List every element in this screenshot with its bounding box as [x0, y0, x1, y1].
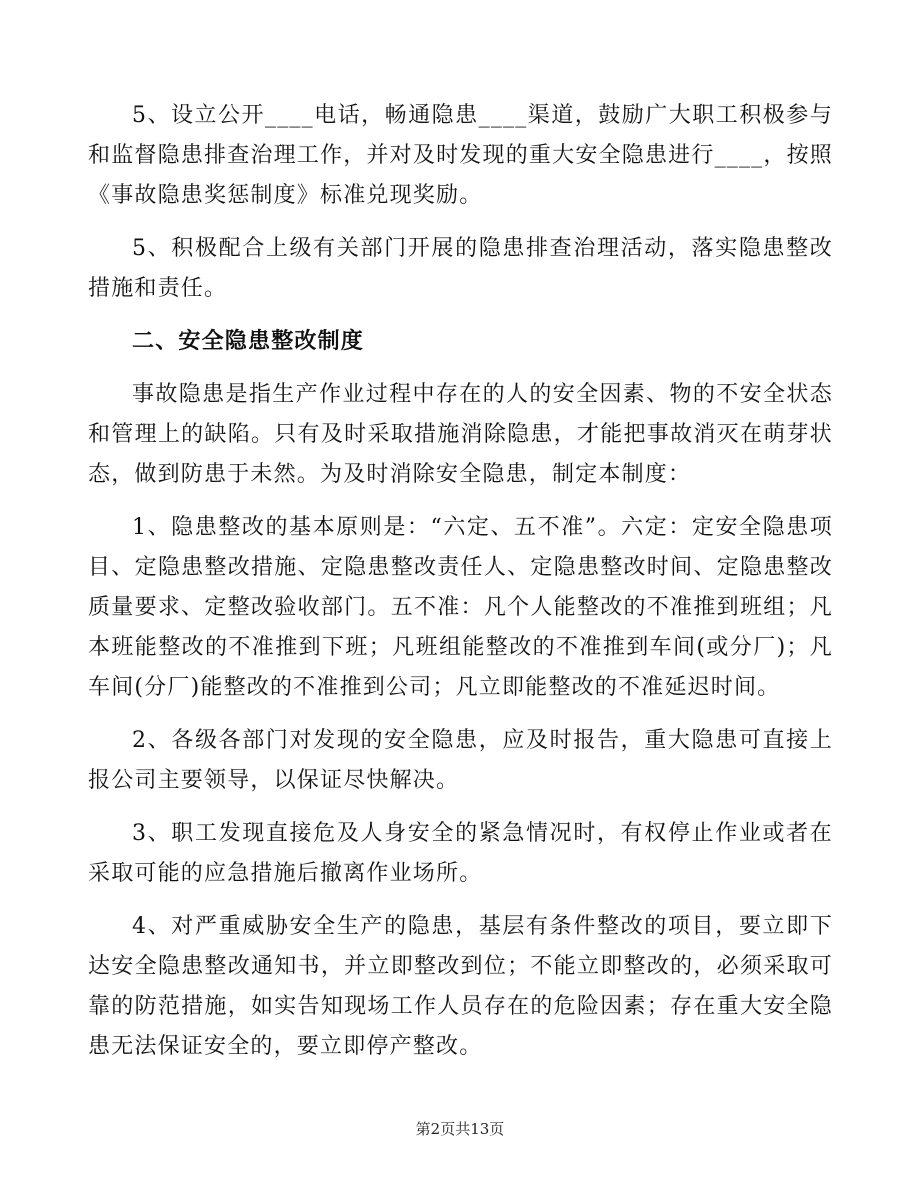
document-body [88, 96, 833, 1080]
paragraph-report-hazards: 2、各级各部门对发现的安全隐患，应及时报告，重大隐患可直接上报公司主要领导，以保证尽快解决。 [88, 728, 833, 793]
paragraph-reporting-channel: 5、设立公开____电话，畅通隐患____渠道，鼓励广大职工积极参与和监督隐患排查治理工作，并对及时发现的重大安全隐患进行____，按照《事故隐患奖惩制度》标准兑现奖励。 [88, 103, 833, 208]
page-number: 第2页共13页 [415, 1120, 505, 1138]
paragraph-serious-hazards: 4、对严重威胁安全生产的隐患，基层有条件整改的项目，要立即下达安全隐患整改通知书，并立即整改到位；不能立即整改的，必须采取可靠的防范措施，如实告知现场工作人员存在的危险因素；存在重大安全隐患无法保证安全的，要立即停产整改。 [88, 914, 833, 1059]
paragraph-definition: 事故隐患是指生产作业过程中存在的人的安全因素、物的不安全状态和管理上的缺陷。只有及时采取措施消除隐患，才能把事故消灭在萌芽状态，做到防患于未然。为及时消除安全隐患，制定本制度： [88, 382, 833, 487]
section-heading: 二、安全隐患整改制度 [132, 329, 365, 354]
paragraph-principles: 1、隐患整改的基本原则是：“六定、五不准”。六定：定安全隐患项目、定隐患整改措施、定隐患整改责任人、定隐患整改时间、定隐患整改质量要求、定整改验收部门。五不准：凡个人能整改的不准推到班组；凡本班能整改的不准推到下班；凡班组能整改的不准推到车间(或分厂)；凡车间(分厂)能整改的不准推到公司；凡立即能整改的不准延迟时间。 [88, 515, 833, 700]
paragraph-emergency-stop: 3、职工发现直接危及人身安全的紧急情况时，有权停止作业或者在采取可能的应急措施后撤离作业场所。 [88, 821, 833, 886]
paragraph-cooperate-superiors: 5、积极配合上级有关部门开展的隐患排查治理活动，落实隐患整改措施和责任。 [88, 236, 833, 301]
